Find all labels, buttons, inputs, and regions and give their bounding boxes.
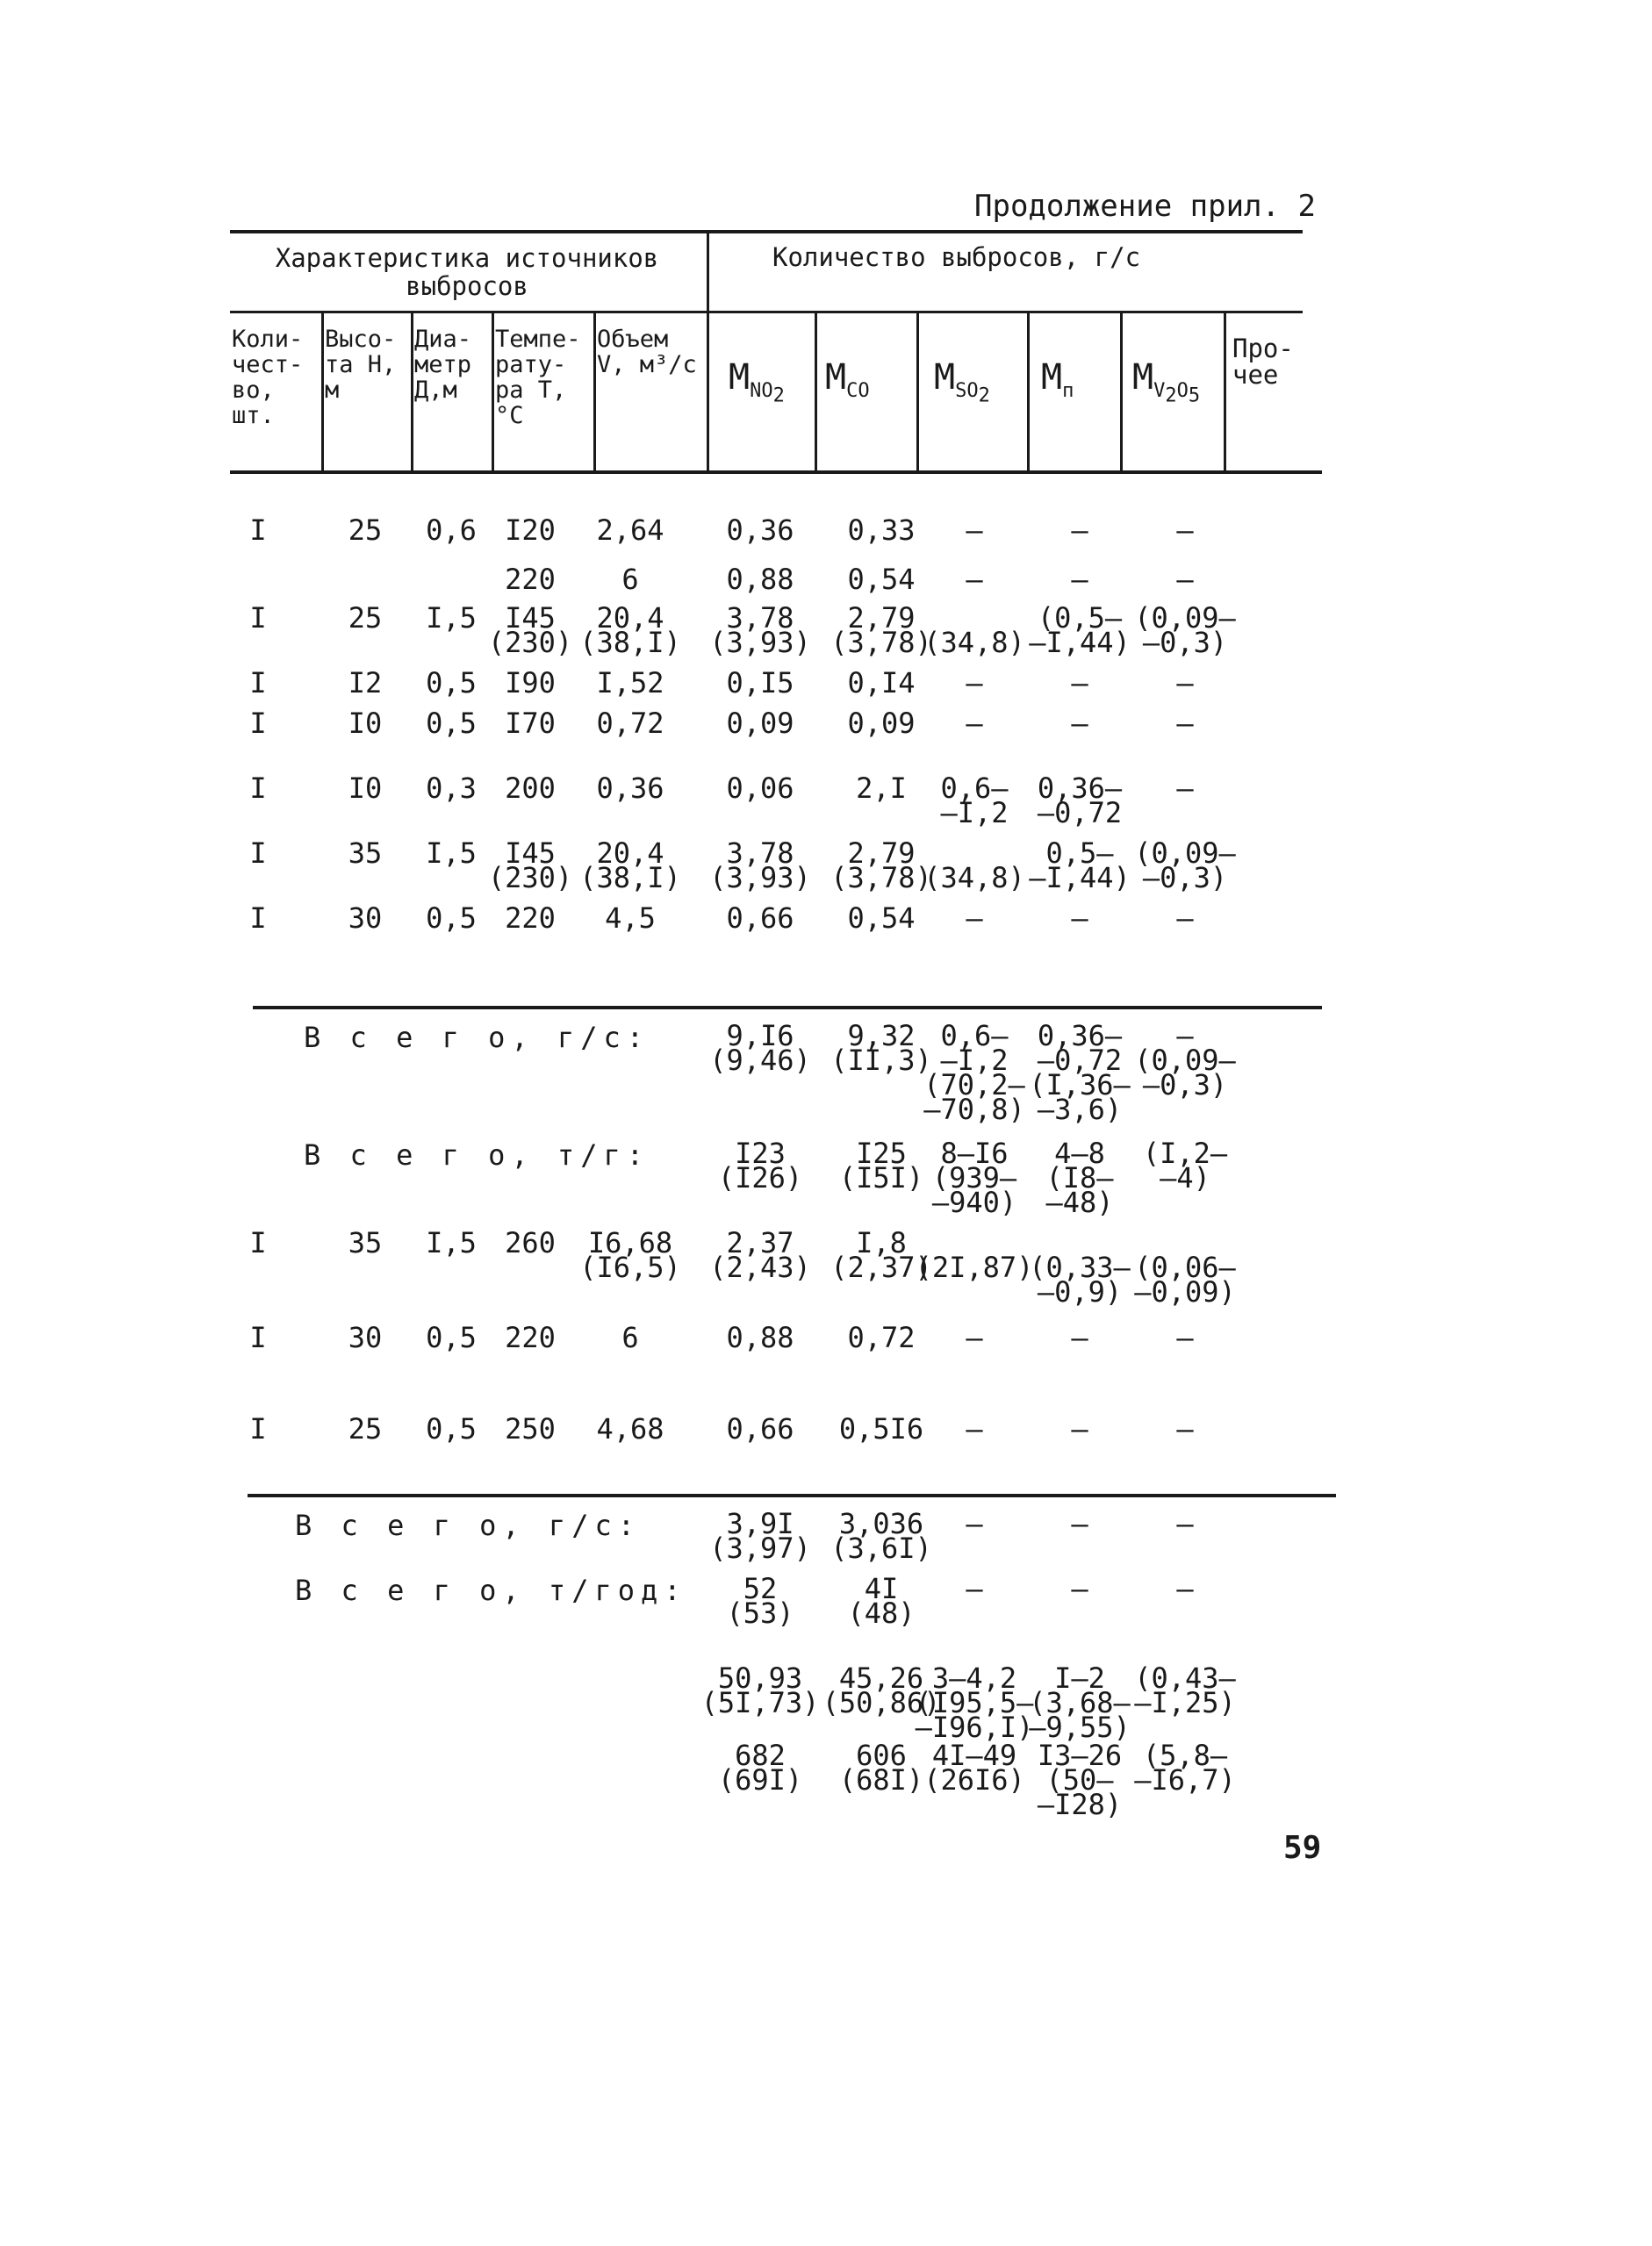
- table-cell-co: 2,I: [856, 771, 907, 805]
- table-cell-so2: –: [966, 513, 983, 547]
- col-head-qty: Коли-чест-во, шт.: [232, 326, 304, 429]
- table-cell-so2: –: [966, 563, 983, 596]
- page-number: 59: [1283, 1830, 1322, 1866]
- table-cell-mn: 0,36– –0,72: [1037, 771, 1123, 829]
- col-head-height: Высо-та Н, м: [325, 326, 397, 404]
- table-cell-t: I90: [505, 666, 556, 700]
- table-cell-d: I,5: [426, 1226, 477, 1259]
- header-group-source: Характеристика источников выбросов: [275, 243, 659, 301]
- total-tg-label: В с е г о, т/г:: [304, 1138, 650, 1172]
- total2-gs-label: В с е г о, г/с:: [295, 1509, 641, 1542]
- table-cell-no2: 0,06: [726, 771, 794, 805]
- table-cell-t: 250: [505, 1412, 556, 1446]
- table-cell-co: 0,09: [847, 707, 916, 740]
- table-cell-co: 0,I4: [847, 666, 916, 700]
- total-cell-v2o5: –: [1176, 1572, 1194, 1605]
- table-cell-d: 0,5: [426, 1321, 477, 1354]
- table-cell-d: 0,6: [426, 513, 477, 547]
- table-cell-v: 0,36: [596, 771, 664, 805]
- table-cell-v: 4,68: [596, 1412, 664, 1446]
- table-cell-v2o5: –: [1176, 513, 1194, 547]
- table-cell-co: 0,54: [847, 563, 916, 596]
- table-cell-no2: 0,09: [726, 707, 794, 740]
- table-cell-no2: 2,37 (2,43): [709, 1226, 811, 1284]
- col-divider: [411, 312, 413, 470]
- col-divider: [1027, 312, 1030, 470]
- table-cell-no2: 0,66: [726, 901, 794, 935]
- col-head-co: $M_{CO}$: [825, 357, 870, 402]
- table-cell-v: I6,68 (I6,5): [579, 1226, 681, 1284]
- col-divider: [815, 312, 817, 470]
- table-cell-t: I70: [505, 707, 556, 740]
- table-cell-mn: 0,5– –I,44): [1029, 836, 1131, 894]
- table-cell-mn: –: [1071, 901, 1088, 935]
- table-cell-mn: –: [1071, 1412, 1088, 1446]
- total-cell-so2: 4I–49 (26I6): [923, 1739, 1025, 1797]
- total-cell-co: 45,26 (50,86): [822, 1661, 941, 1719]
- table-cell-mn: –: [1071, 1321, 1088, 1354]
- table-cell-d: 0,5: [426, 1412, 477, 1446]
- table-cell-no2: 0,36: [726, 513, 794, 547]
- col-head-v2o5: $M_{V_2O_5}$: [1132, 357, 1201, 407]
- table-cell-co: 2,79 (3,78): [830, 836, 932, 894]
- table-cell-so2: –: [966, 1321, 983, 1354]
- table-cell-so2: (2I,87): [915, 1251, 1034, 1284]
- table-cell-so2: 0,6– –I,2: [940, 771, 1009, 829]
- total-cell-so2: 0,6– –I,2 (70,2– –70,8): [923, 1019, 1025, 1126]
- table-cell-qty: I: [249, 1321, 267, 1354]
- table-cell-v2o5: (0,06– –0,09): [1134, 1251, 1236, 1309]
- table-cell-co: I,8 (2,37): [830, 1226, 932, 1284]
- table-cell-t: 220: [505, 901, 556, 935]
- subtotal-rule-2: [248, 1494, 1336, 1497]
- table-cell-so2: (34,8): [923, 861, 1025, 894]
- table-cell-no2: 0,88: [726, 563, 794, 596]
- header-top-rule: [230, 230, 1303, 233]
- total-cell-so2: 8–I6 (939– –940): [931, 1137, 1017, 1219]
- table-cell-d: 0,5: [426, 901, 477, 935]
- table-cell-no2: 3,78 (3,93): [709, 601, 811, 659]
- col-divider: [1224, 312, 1226, 470]
- table-cell-co: 0,54: [847, 901, 916, 935]
- table-cell-qty: I: [249, 1226, 267, 1259]
- total2-tg-label: В с е г о, т/год:: [295, 1574, 687, 1607]
- table-cell-v: 6: [621, 1321, 639, 1354]
- header-group-emissions: Количество выбросов, г/с: [772, 242, 1141, 272]
- col-divider: [916, 312, 919, 470]
- table-cell-d: 0,5: [426, 666, 477, 700]
- table-cell-so2: –: [966, 901, 983, 935]
- table-cell-qty: I: [249, 901, 267, 935]
- header-mid-rule: [230, 311, 1303, 313]
- table-cell-h: 35: [348, 836, 383, 870]
- table-cell-h: I2: [348, 666, 383, 700]
- total-cell-mn: 0,36– –0,72 (I,36– –3,6): [1029, 1019, 1131, 1126]
- table-cell-v: 20,4 (38,I): [579, 601, 681, 659]
- col-head-volume: Объем V, м³/с: [597, 326, 697, 378]
- total-cell-no2: 682 (69I): [717, 1739, 803, 1797]
- total-cell-v2o5: – (0,09– –0,3): [1134, 1019, 1236, 1101]
- col-head-other: Про-чее: [1232, 334, 1294, 390]
- total-cell-co: 3,036 (3,6I): [830, 1507, 932, 1565]
- subtotal-rule-1: [253, 1006, 1322, 1009]
- col-divider: [492, 312, 494, 470]
- table-cell-h: 25: [348, 513, 383, 547]
- total-cell-no2: 9,I6 (9,46): [709, 1019, 811, 1077]
- table-cell-mn: –: [1071, 563, 1088, 596]
- total-gs-label: В с е г о, г/с:: [304, 1021, 650, 1054]
- total-cell-no2: 52 (53): [726, 1572, 794, 1630]
- table-cell-h: I0: [348, 707, 383, 740]
- table-cell-v: 2,64: [596, 513, 664, 547]
- header-bottom-rule: [230, 470, 1322, 474]
- table-cell-qty: I: [249, 771, 267, 805]
- table-cell-no2: 0,66: [726, 1412, 794, 1446]
- table-cell-v2o5: (0,09– –0,3): [1134, 836, 1236, 894]
- total-cell-no2: I23 (I26): [717, 1137, 803, 1195]
- table-cell-t: 200: [505, 771, 556, 805]
- table-cell-v: 20,4 (38,I): [579, 836, 681, 894]
- table-cell-t: I20: [505, 513, 556, 547]
- table-cell-v2o5: –: [1176, 666, 1194, 700]
- table-cell-so2: –: [966, 707, 983, 740]
- table-cell-v: I,52: [596, 666, 664, 700]
- table-cell-v2o5: –: [1176, 707, 1194, 740]
- table-cell-qty: I: [249, 513, 267, 547]
- total-cell-co: 9,32 (II,3): [830, 1019, 932, 1077]
- total-cell-so2: 3–4,2 (I95,5– –I96,I): [915, 1661, 1034, 1744]
- table-cell-mn: –: [1071, 707, 1088, 740]
- col-divider: [593, 312, 596, 470]
- total-cell-mn: I–2 (3,68– –9,55): [1029, 1661, 1131, 1744]
- total-cell-mn: –: [1071, 1507, 1088, 1540]
- table-cell-v2o5: (0,09– –0,3): [1134, 601, 1236, 659]
- table-cell-so2: (34,8): [923, 626, 1025, 659]
- table-cell-h: 25: [348, 601, 383, 635]
- col-head-mn: $M_п$: [1041, 357, 1074, 402]
- table-cell-t: I45 (230): [487, 601, 573, 659]
- total-cell-co: 606 (68I): [838, 1739, 924, 1797]
- table-cell-mn: (0,5– –I,44): [1029, 601, 1131, 659]
- table-cell-t: 260: [505, 1226, 556, 1259]
- table-cell-mn: –: [1071, 666, 1088, 700]
- table-cell-v2o5: –: [1176, 563, 1194, 596]
- total-cell-no2: 50,93 (5I,73): [700, 1661, 820, 1719]
- continuation-label: Продолжение прил. 2: [974, 189, 1316, 224]
- table-cell-co: 0,5I6: [838, 1412, 924, 1446]
- table-cell-no2: 0,88: [726, 1321, 794, 1354]
- table-cell-d: 0,5: [426, 707, 477, 740]
- table-cell-t: I45 (230): [487, 836, 573, 894]
- table-cell-no2: 3,78 (3,93): [709, 836, 811, 894]
- total-cell-v2o5: (5,8– –I6,7): [1134, 1739, 1236, 1797]
- col-head-so2: $M_{SO_2}$: [934, 357, 990, 407]
- table-cell-v2o5: –: [1176, 901, 1194, 935]
- table-cell-t: 220: [505, 563, 556, 596]
- table-cell-co: 0,33: [847, 513, 916, 547]
- table-cell-v: 0,72: [596, 707, 664, 740]
- col-head-no2: $M_{NO_2}$: [729, 357, 785, 407]
- col-head-temp: Темпе-рату-ра Т, °С: [495, 326, 581, 429]
- table-cell-so2: –: [966, 1412, 983, 1446]
- total-cell-mn: I3–26 (50– –I28): [1037, 1739, 1123, 1821]
- table-cell-v2o5: –: [1176, 1321, 1194, 1354]
- total-cell-so2: –: [966, 1507, 983, 1540]
- total-cell-v2o5: (0,43– –I,25): [1134, 1661, 1236, 1719]
- col-divider: [321, 312, 324, 470]
- table-cell-d: I,5: [426, 601, 477, 635]
- table-cell-co: 2,79 (3,78): [830, 601, 932, 659]
- table-cell-d: 0,3: [426, 771, 477, 805]
- table-cell-mn: –: [1071, 513, 1088, 547]
- table-cell-v: 4,5: [605, 901, 656, 935]
- col-divider: [1120, 312, 1123, 470]
- table-cell-qty: I: [249, 836, 267, 870]
- table-cell-h: I0: [348, 771, 383, 805]
- table-cell-co: 0,72: [847, 1321, 916, 1354]
- total-cell-co: I25 (I5I): [838, 1137, 924, 1195]
- table-cell-no2: 0,I5: [726, 666, 794, 700]
- table-cell-qty: I: [249, 707, 267, 740]
- table-cell-mn: (0,33– –0,9): [1029, 1251, 1131, 1309]
- total-cell-mn: 4–8 (I8– –48): [1045, 1137, 1114, 1219]
- total-cell-v2o5: (I,2– –4): [1142, 1137, 1228, 1195]
- group-divider: [707, 232, 709, 470]
- table-cell-v2o5: –: [1176, 1412, 1194, 1446]
- table-cell-h: 25: [348, 1412, 383, 1446]
- total-cell-co: 4I (48): [847, 1572, 916, 1630]
- table-cell-v: 6: [621, 563, 639, 596]
- table-cell-h: 30: [348, 901, 383, 935]
- table-cell-h: 35: [348, 1226, 383, 1259]
- table-cell-so2: –: [966, 666, 983, 700]
- total-cell-mn: –: [1071, 1572, 1088, 1605]
- table-cell-qty: I: [249, 601, 267, 635]
- total-cell-v2o5: –: [1176, 1507, 1194, 1540]
- total-cell-so2: –: [966, 1572, 983, 1605]
- table-cell-v2o5: –: [1176, 771, 1194, 805]
- table-cell-h: 30: [348, 1321, 383, 1354]
- table-cell-t: 220: [505, 1321, 556, 1354]
- table-cell-qty: I: [249, 666, 267, 700]
- table-cell-d: I,5: [426, 836, 477, 870]
- col-head-diameter: Диа-метр Д,м: [414, 326, 472, 404]
- table-cell-qty: I: [249, 1412, 267, 1446]
- total-cell-no2: 3,9I (3,97): [709, 1507, 811, 1565]
